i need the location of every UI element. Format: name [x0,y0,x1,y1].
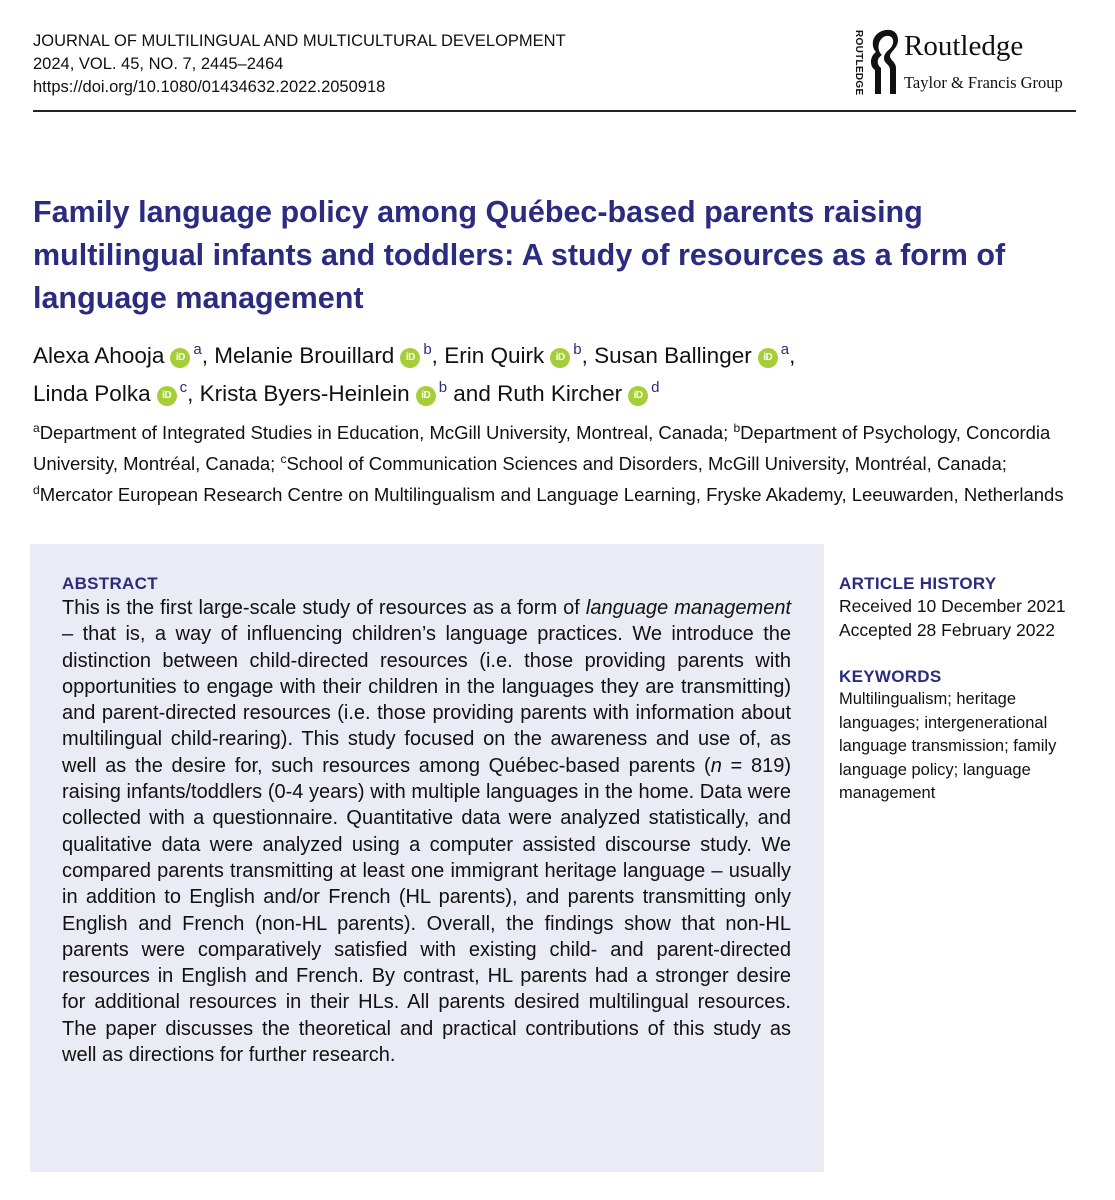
author-name[interactable]: Ruth Kircher [497,381,623,406]
abstract-text: This is the first large-scale study of resources as a form of language management – that is, a way of influencing children’s language practices. We introduce the distinction between child-directed resources (i.e. those providing parents with opportunities to engage with their children in the languages they are transmitting) and parent-directed resources (i.e. those providing parents with information about multilingual child-rearing). This study focused on the awareness and use of, as well as the desire for, such resources among Québec-based parents (n = 819) raising infants/toddlers (0-4 years) with multiple languages in the home. Data were collected with a questionnaire. Quantitative data were analyzed statistically, and qualitative data were analyzed using a computer assisted discourse study. We compared parents transmitting at least one immigrant heritage language – usually in addition to English and/or French (HL parents), and parents transmitting only English and French (non-HL parents). Overall, the findings show that non-HL parents were comparatively satisfied with existing child- and parent-directed resources in English and French. By contrast, HL parents had a stronger desire for additional resources in their HLs. All parents desired multilingual resources. The paper discusses the theoretical and practical contributions of this study as well as directions for further research. [62,597,791,1067]
author-affiliation-marker[interactable]: c [179,379,188,396]
journal-volume: 2024, VOL. 45, NO. 7, 2445–2464 [33,55,284,73]
abstract-emphasis: language management [585,597,791,619]
orcid-icon[interactable]: iD [416,386,436,406]
author [497,381,659,406]
affiliation-text: School of Communication Sciences and Disorders, McGill University, Montréal, Canada; [286,453,1007,474]
orcid-icon[interactable]: iD [550,348,570,368]
publisher-group: Taylor & Francis Group [904,73,1063,92]
journal-header [33,30,566,99]
journal-name: JOURNAL OF MULTILINGUAL AND MULTICULTURAL DEVELOPMENT [33,32,566,50]
affiliation-marker: a [33,421,40,435]
author-separator: and [447,381,491,406]
author-separator: , [431,343,438,368]
publisher-side-label: ROUTLEDGE [853,30,864,96]
author-separator: , [581,343,588,368]
abstract-sample-var: n [710,754,722,777]
author-separator: , [201,343,208,368]
article-title: Family language policy among Québec-based parents raising multilingual infants and toddlers: A study of resources as a form of language management [33,195,1006,315]
orcid-icon[interactable]: iD [170,348,190,368]
keywords-heading: KEYWORDS [839,667,942,686]
author-separator: , [187,381,194,406]
publisher-logo-block [848,26,1078,98]
abstract-heading: ABSTRACT [62,574,158,593]
affiliation-text: Department of Integrated Studies in Education, McGill University, Montreal, Canada; [39,422,734,443]
orcid-icon[interactable]: iD [400,348,420,368]
author-name[interactable]: Susan Ballinger [594,343,752,368]
header-divider [33,110,1076,112]
author-affiliation-marker[interactable]: a [193,341,202,358]
author-affiliation-marker[interactable]: b [438,379,448,396]
affiliation-marker: c [280,452,287,466]
received-date: Received 10 December 2021 [839,596,1066,616]
author-affiliation-marker[interactable]: b [423,341,432,358]
accepted-date: Accepted 28 February 2022 [839,620,1055,640]
author [33,343,208,368]
author-affiliation-marker[interactable]: b [573,341,582,358]
affiliation-text: Mercator European Research Centre on Multilingualism and Language Learning, Fryske Akademy, Leeuwarden, Netherlands [39,484,1064,505]
publisher-name: Routledge [904,30,1024,62]
article-history-heading: ARTICLE HISTORY [839,574,997,593]
author-affiliation-marker[interactable]: a [780,341,790,358]
orcid-icon[interactable]: iD [628,386,648,406]
author-name[interactable]: Erin Quirk [444,343,545,368]
routledge-logo-icon [866,28,900,96]
orcid-icon[interactable]: iD [758,348,778,368]
author [594,343,795,368]
affiliation-text: Department of Psychology, Concordia University, Montréal, Canada; [33,422,1051,474]
orcid-icon[interactable]: iD [157,386,177,406]
author-separator: , [789,343,796,368]
author-name[interactable]: Melanie Brouillard [214,343,395,368]
author [214,343,438,368]
journal-doi-link[interactable]: https://doi.org/10.1080/01434632.2022.2050918 [33,78,386,96]
author [33,381,193,406]
author-name[interactable]: Linda Polka [33,381,151,406]
author-affiliation-marker[interactable]: d [651,379,660,396]
author-list [33,334,1083,410]
affiliations [33,415,1083,508]
keywords-text: Multilingualism; heritage languages; intergenerational language transmission; family language policy; language management [839,690,1057,802]
author-name[interactable]: Alexa Ahooja [33,343,165,368]
author [444,343,588,368]
author [200,381,491,406]
author-name[interactable]: Krista Byers-Heinlein [199,381,410,406]
affiliation-marker: d [33,483,40,497]
affiliation-marker: b [733,421,741,435]
